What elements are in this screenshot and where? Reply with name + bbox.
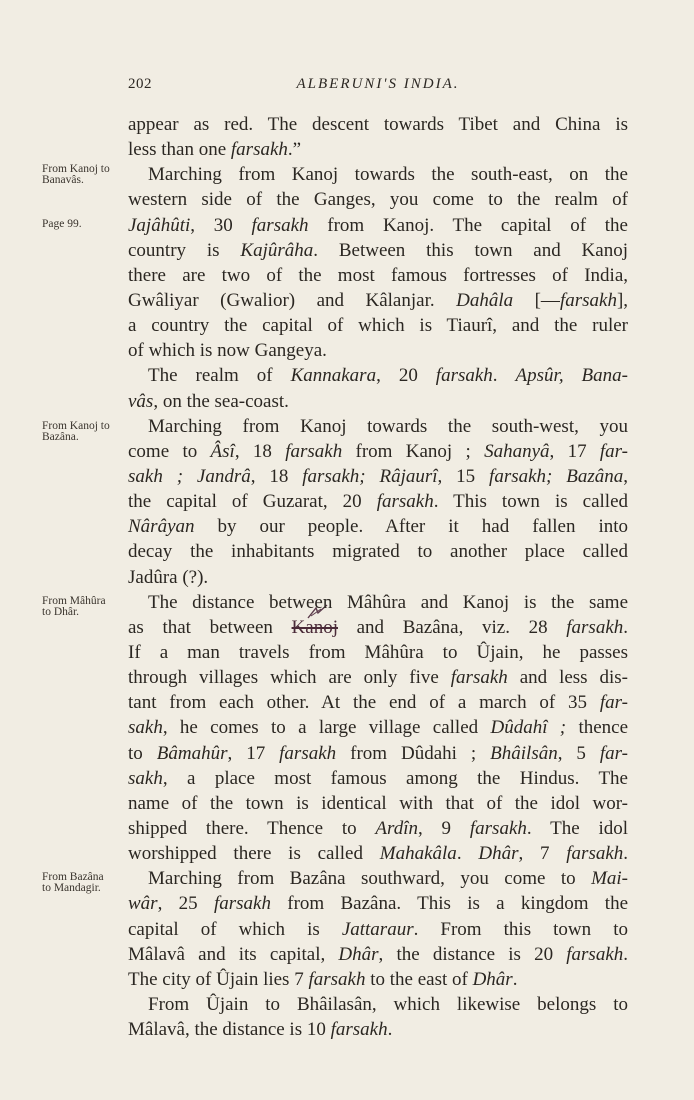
text-span: . xyxy=(623,616,628,638)
text-span: from Kanoj. The capital of the xyxy=(308,214,628,236)
text-span: , 30 xyxy=(190,214,252,236)
italic-term: sakh xyxy=(128,717,163,739)
italic-term: Jattaraur xyxy=(341,918,414,940)
text-span: .” xyxy=(287,139,302,161)
text-line xyxy=(128,690,628,715)
text-line xyxy=(128,917,628,942)
margin-note-mahura-dhar: From Mâhûra to Dhâr. xyxy=(42,595,106,618)
text-span: a country the capital of which is Tiaurî, and the ruler xyxy=(128,315,628,337)
text-span: The city of Ûjain lies 7 xyxy=(128,968,309,990)
margin-note-page-ref: Page 99. xyxy=(42,218,82,230)
text-span: , 25 xyxy=(157,893,214,915)
text-line xyxy=(128,741,628,766)
text-span: , 20 xyxy=(376,365,436,387)
text-line xyxy=(128,313,628,338)
italic-term: Kannakara xyxy=(290,365,377,387)
italic-term: farsakh; Râjaurî xyxy=(302,465,438,487)
italic-term: far- xyxy=(599,742,629,764)
text-line xyxy=(128,866,628,891)
italic-term: farsakh xyxy=(376,491,434,513)
text-span: . xyxy=(623,943,628,965)
text-span: capital of which is xyxy=(128,918,342,940)
text-span: appear as red. The descent towards Tibet and China is xyxy=(128,114,628,135)
text-span: [— xyxy=(513,289,560,311)
text-span: , xyxy=(623,465,629,487)
margin-note-bazana-mandagir: From Bazâna to Mandagir. xyxy=(42,871,104,894)
margin-note-kanoj-bazana: From Kanoj to Bazâna. xyxy=(42,420,110,443)
text-line xyxy=(128,1017,628,1042)
italic-term: farsakh xyxy=(279,742,337,764)
text-span: , he comes to a large village called xyxy=(162,717,491,739)
text-span: , 18 xyxy=(250,465,303,487)
text-span: . The idol xyxy=(526,817,628,839)
italic-term: farsakh xyxy=(566,843,624,865)
italic-term: Kajûrâha xyxy=(240,239,314,261)
text-span: The realm of xyxy=(148,365,291,387)
text-line xyxy=(128,791,628,816)
text-line xyxy=(128,715,628,740)
text-span: and Bazâna, viz. 28 xyxy=(337,616,567,638)
text-line xyxy=(128,640,628,665)
italic-term: farsakh xyxy=(308,968,366,990)
italic-term: sakh ; Jandrâ xyxy=(128,465,251,487)
text-span: . xyxy=(387,1019,393,1041)
text-span: country is xyxy=(128,239,241,261)
italic-term: farsakh xyxy=(450,667,508,689)
text-line xyxy=(128,942,628,967)
text-span: worshipped there is called xyxy=(128,843,380,865)
italic-term: Bhâilsân xyxy=(490,742,558,764)
italic-term: Dhâr xyxy=(338,943,379,965)
text-span: , 5 xyxy=(557,742,600,764)
italic-term: vâs xyxy=(128,390,154,412)
italic-term: Sahanyâ xyxy=(484,440,550,462)
text-span: come to xyxy=(128,440,211,462)
text-span: from Kanoj ; xyxy=(342,440,485,462)
text-span: as that between xyxy=(128,616,292,638)
text-line xyxy=(128,238,628,263)
text-span: to the east of xyxy=(365,968,473,990)
text-span: , a place most famous among the Hindus. The xyxy=(162,767,628,789)
text-span: from Dûdahi ; xyxy=(336,742,491,764)
text-span: thence xyxy=(566,717,629,739)
text-span: , 18 xyxy=(234,440,286,462)
italic-term: far- xyxy=(599,440,629,462)
text-span: , 17 xyxy=(549,440,600,462)
margin-note-kanoj-banavas: From Kanoj to Banavâs. xyxy=(42,163,110,186)
text-line xyxy=(128,137,628,162)
text-span: shipped there. Thence to xyxy=(128,817,376,839)
text-span: . xyxy=(512,968,518,990)
text-line xyxy=(128,565,628,590)
italic-term: far- xyxy=(599,692,628,714)
text-line xyxy=(128,288,628,313)
text-line xyxy=(128,162,628,187)
italic-term: Dhâr xyxy=(478,843,519,865)
italic-term: farsakh xyxy=(566,943,624,965)
text-span: and less dis- xyxy=(507,667,629,689)
text-line xyxy=(128,816,628,841)
text-span: . xyxy=(456,843,479,865)
italic-term: Ardîn xyxy=(375,817,418,839)
text-span: . From this town to xyxy=(413,918,628,940)
text-line xyxy=(128,187,628,212)
italic-term: Dûdahî ; xyxy=(490,717,567,739)
text-span: Marching from Bazâna southward, you come to xyxy=(148,868,592,890)
text-span: of which is now Gangeya. xyxy=(128,340,327,362)
text-span: . This town is called xyxy=(433,491,629,513)
italic-term: Mai- xyxy=(591,868,628,890)
text-span: through villages which are only five xyxy=(128,667,451,689)
italic-term: farsakh xyxy=(285,440,343,462)
text-line xyxy=(128,665,628,690)
text-span: , 17 xyxy=(227,742,280,764)
italic-term: farsakh xyxy=(435,365,493,387)
italic-term: farsakh xyxy=(230,139,288,161)
text-line xyxy=(128,338,628,363)
italic-term: sakh xyxy=(128,767,163,789)
text-line xyxy=(128,489,628,514)
text-span: tant from each other. At the end of a march of 35 xyxy=(128,692,600,714)
text-span: , 9 xyxy=(418,817,470,839)
text-span: Gwâliyar (Gwalior) and Kâlanjar. xyxy=(128,289,457,311)
italic-term: farsakh xyxy=(330,1019,388,1041)
text-line xyxy=(128,615,628,640)
text-span: Mâlavâ and its capital, xyxy=(128,943,339,965)
running-title: ALBERUNI'S INDIA. xyxy=(296,76,460,92)
text-span: , 7 xyxy=(518,843,567,865)
text-line xyxy=(128,263,628,288)
text-line xyxy=(128,439,628,464)
italic-term: farsakh xyxy=(566,616,624,638)
text-line xyxy=(128,213,628,238)
text-span: , on the sea-coast. xyxy=(153,390,289,412)
text-line xyxy=(128,992,628,1017)
text-line xyxy=(128,112,628,137)
text-span: decay the inhabitants migrated to another place called xyxy=(128,541,628,563)
text-span: Marching from Kanoj towards the south-west, you xyxy=(148,415,628,437)
italic-term: Nârâyan xyxy=(128,516,195,538)
text-line xyxy=(128,766,628,791)
text-span: . xyxy=(623,843,629,865)
text-span: , the distance is 20 xyxy=(378,943,567,965)
text-line xyxy=(128,891,628,916)
text-span: . xyxy=(492,365,516,387)
text-span: to xyxy=(128,742,157,764)
italic-term: farsakh xyxy=(213,893,271,915)
text-line xyxy=(128,389,628,414)
italic-term: farsakh; Bazâna xyxy=(489,465,624,487)
italic-term: farsakh xyxy=(559,289,617,311)
text-line xyxy=(128,539,628,564)
text-span: name of the town is identical with that of the idol wor- xyxy=(128,792,628,814)
body-text xyxy=(128,112,628,1042)
text-line xyxy=(128,464,628,489)
text-line xyxy=(128,514,628,539)
text-span: less than one xyxy=(128,139,231,161)
italic-term: Dhâr xyxy=(472,968,513,990)
text-line xyxy=(128,590,628,615)
text-span: from Bazâna. This is a kingdom the xyxy=(270,893,629,915)
italic-term: Bâmahûr xyxy=(156,742,228,764)
text-span: If a man travels from Mâhûra to Ûjain, he passes xyxy=(128,641,628,663)
text-span: Mâlavâ, the distance is 10 xyxy=(128,1019,331,1041)
text-span: The distance between Mâhûra and Kanoj is the same xyxy=(148,591,628,613)
text-span: by our people. After it had fallen into xyxy=(194,516,628,538)
struck-word: Kanoj xyxy=(291,616,338,638)
text-span: ], xyxy=(616,289,629,311)
text-span: . Between this town and Kanoj xyxy=(313,239,628,261)
page-header xyxy=(128,76,628,98)
italic-term: wâr xyxy=(128,893,158,915)
text-span: the capital of Guzarat, 20 xyxy=(128,491,377,513)
text-span: western side of the Ganges, you come to the realm of xyxy=(128,189,628,211)
text-line xyxy=(128,414,628,439)
text-span: , 15 xyxy=(437,465,490,487)
page-number: 202 xyxy=(128,76,152,92)
text-span: Marching from Kanoj towards the south-east, on the xyxy=(148,164,628,186)
italic-term: Dahâla xyxy=(456,289,514,311)
text-span: there are two of the most famous fortresses of India, xyxy=(128,264,628,286)
italic-term: farsakh xyxy=(251,214,309,236)
italic-term: Âsî xyxy=(210,440,235,462)
italic-term: farsakh xyxy=(469,817,527,839)
italic-term: Jajâhûti xyxy=(128,214,191,236)
text-span: Jadûra (?). xyxy=(128,566,209,588)
text-line xyxy=(128,967,628,992)
italic-term: Mahakâla xyxy=(379,843,457,865)
text-span: From Ûjain to Bhâilasân, which likewise belongs to xyxy=(148,993,628,1015)
text-line xyxy=(128,363,628,388)
text-line xyxy=(128,841,628,866)
italic-term: Apsûr, Bana- xyxy=(515,365,628,387)
